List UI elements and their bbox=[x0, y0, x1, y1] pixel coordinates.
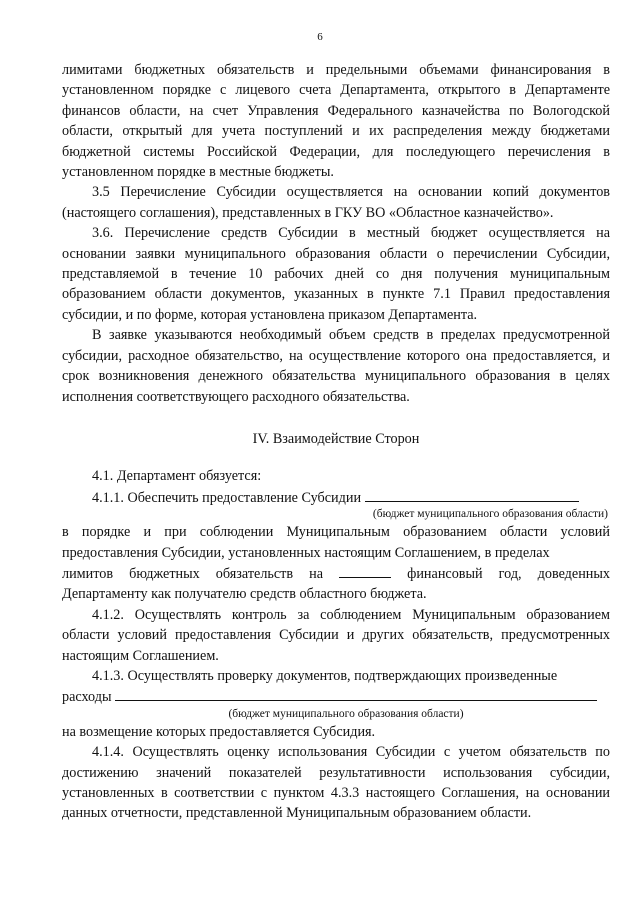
budget-blank-field[interactable] bbox=[365, 487, 579, 502]
paragraph-request-contents: В заявке указываются необходимый объем средств в пределах предусмотренной субсидии, расходное обязательство, на осуществление которого она предоставляется, и срок возникновения денежного обязательства муниципального образования в целях исполнения соответствующего расходного обязательства. bbox=[62, 327, 610, 405]
expenses-blank-field[interactable] bbox=[115, 686, 597, 701]
clause-4-1-3-continuation: на возмещение которых предоставляется Субсидия. bbox=[62, 723, 376, 740]
fiscal-year-blank-field[interactable] bbox=[339, 563, 391, 578]
clause-4-1-1-continuation: в порядке и при соблюдении Муниципальным образованием области условий предоставления Субсидии, установленных настоящим Соглашением, в пределах bbox=[62, 524, 610, 561]
clause-4-1-1-line bbox=[62, 487, 610, 508]
paragraph-3-5: 3.5 Перечисление Субсидии осуществляется на основании копий документов (настоящего соглашения), представленных в ГКУ ВО «Областное казначейство». bbox=[62, 184, 610, 221]
clause-4-1-3-line1: 4.1.3. Осуществлять проверку документов, подтверждающих произведенные bbox=[92, 667, 558, 684]
clause-4-1-4: 4.1.4. Осуществлять оценку использования Субсидии с учетом обязательств по достижению значений показателей результативности использования субсидии, установленных в соответствии с пунктом 4.3.3 настоящего Соглашения, на основании данных отчетности, представленной Муниципальным образованием области. bbox=[62, 744, 610, 822]
paragraph-funding-limits: лимитами бюджетных обязательств и предельными объемами финансирования в установленном порядке с лицевого счета Департамента, открытого в Департаменте финансов области, на счет Управления Федерального казначейства по Вологодской области, открытый для учета поступлений и их распределения между бюджетами бюджетной системы Российской Федерации, для последующего перечисления в установленном порядке в местные бюджеты. bbox=[62, 62, 610, 181]
clause-4-1-1-limits-line bbox=[62, 563, 610, 584]
clause-4-1-3-hint: (бюджет муниципального образования области) bbox=[228, 707, 464, 720]
paragraph-3-6: 3.6. Перечисление средств Субсидии в местный бюджет осуществляется на основании заявки муниципального образования области о перечислении Субсидии, представляемой в течение 10 рабочих дней со дня получения муниципальным образованием области документов, указанных в пункте 7.1 Правил предоставления субсидии, и по форме, которая установлена приказом Департамента. bbox=[62, 225, 610, 323]
limits-text: лимитов бюджетных обязательств на bbox=[62, 565, 324, 582]
clause-4-1: 4.1. Департамент обязуется: bbox=[92, 468, 262, 485]
page-number: 6 bbox=[317, 31, 323, 43]
section-heading: IV. Взаимодействие Сторон bbox=[252, 430, 420, 447]
expenses-word: расходы bbox=[62, 689, 112, 706]
document-body bbox=[62, 60, 610, 824]
clause-4-1-1-hint: (бюджет муниципального образования области) bbox=[372, 508, 608, 521]
clause-4-1-3-expenses-line bbox=[62, 686, 610, 707]
clause-4-1-1-end: Департаменту как получателю средств областного бюджета. bbox=[62, 586, 427, 603]
fiscal-year-text: финансовый год, доведенных bbox=[407, 565, 611, 582]
clause-4-1-1-start: 4.1.1. Обеспечить предоставление Субсидии bbox=[92, 489, 362, 506]
clause-4-1-2: 4.1.2. Осуществлять контроль за соблюдением Муниципальным образованием области условий предоставления Субсидии и других обязательств, предусмотренных настоящим Соглашением. bbox=[62, 606, 610, 664]
